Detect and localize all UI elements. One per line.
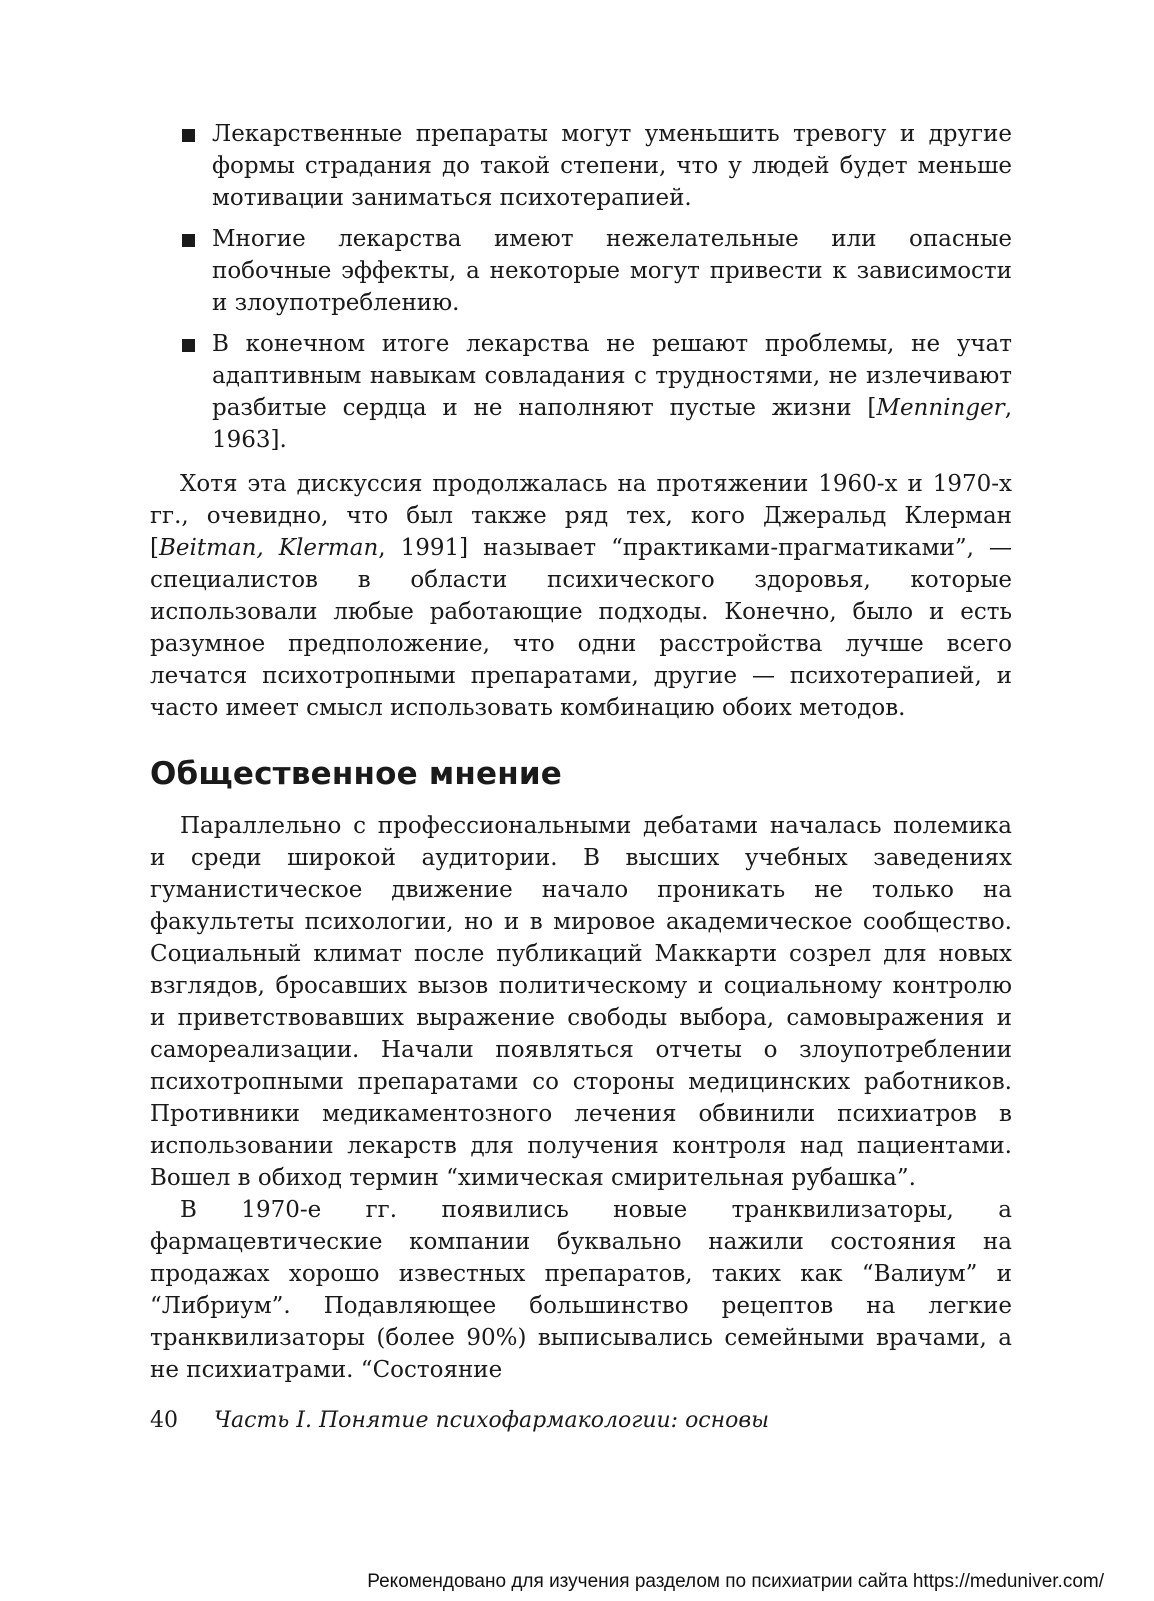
paragraph-text-part: Хотя эта дискуссия продолжалась на протяжении 1960-х и 1970-х гг., очевидно, что был также ряд тех, кого Джеральд Клерман [: [150, 471, 1012, 561]
square-bullet-icon: [182, 339, 195, 352]
bullet-item: [150, 328, 1012, 456]
square-bullet-icon: [182, 234, 195, 247]
bullet-text-part: В конечном итоге лекарства не решают проблемы, не учат адаптивным навыкам совладания с трудностями, не излечивают разбитые сердца и не наполняют пустые жизни [: [212, 331, 1012, 421]
running-title: Часть I. Понятие психофармакологии: основы: [214, 1408, 770, 1433]
citation-authors: Beitman, Klerman: [158, 535, 379, 561]
section-heading: Общественное мнение: [150, 756, 562, 792]
bullet-text: Многие лекарства имеют нежелательные или опасные побочные эффекты, а некоторые могут привести к зависимости и злоупотреблению.: [212, 226, 1012, 316]
bullet-list: [150, 118, 1012, 456]
body-paragraph: В 1970-е гг. появились новые транквилизаторы, а фармацевтические компании буквально нажили состояния на продажах хорошо известных препаратов, таких как “Валиум” и “Либриум”. Подавляющее большинство рецептов на легкие транквилизаторы (более 90%) выписывались семейными врачами, а не психиатрами. “Состояние: [150, 1197, 1012, 1383]
bullet-text: [212, 331, 1012, 453]
body-paragraph: [150, 468, 1012, 724]
site-watermark: Рекомендовано для изучения разделом по психиатрии сайта https://meduniver.com/: [367, 1571, 1104, 1592]
paragraph-text-part: , 1991] называет “практиками-прагматиками”, — специалистов в области психического здоровья, которые использовали любые работающие подходы. Конечно, было и есть разумное предположение, что одни расстройства лучше всего лечатся психотропными препаратами, другие — психотерапией, и часто имеет смысл использовать комбинацию обоих методов.: [150, 535, 1012, 721]
citation-author: Menninger: [876, 395, 1005, 421]
page-content: [150, 118, 1012, 1386]
bullet-item: [150, 223, 1012, 319]
bullet-text-part: , 1963].: [212, 395, 1012, 453]
bullet-item: [150, 118, 1012, 214]
bullet-text: Лекарственные препараты могут уменьшить тревогу и другие формы страдания до такой степени, что у людей будет меньше мотивации заниматься психотерапией.: [212, 121, 1012, 211]
body-paragraph: Параллельно с профессиональными дебатами началась полемика и среди широкой аудитории. В высших учебных заведениях гуманистическое движение начало проникать не только на факультеты психологии, но и в мировое академическое сообщество. Социальный климат после публикаций Маккарти созрел для новых взглядов, бросавших вызов политическому и социальному контролю и приветствовавших выражение свободы выбора, самовыражения и самореализации. Начали появляться отчеты о злоупотреблении психотропными препаратами со стороны медицинских работников. Противники медикаментозного лечения обвинили психиатров в использовании лекарств для получения контроля над пациентами. Вошел в обиход термин “химическая смирительная рубашка”.: [150, 813, 1012, 1191]
square-bullet-icon: [182, 129, 195, 142]
page-footer: [150, 1406, 1012, 1436]
page-number: 40: [150, 1408, 178, 1433]
